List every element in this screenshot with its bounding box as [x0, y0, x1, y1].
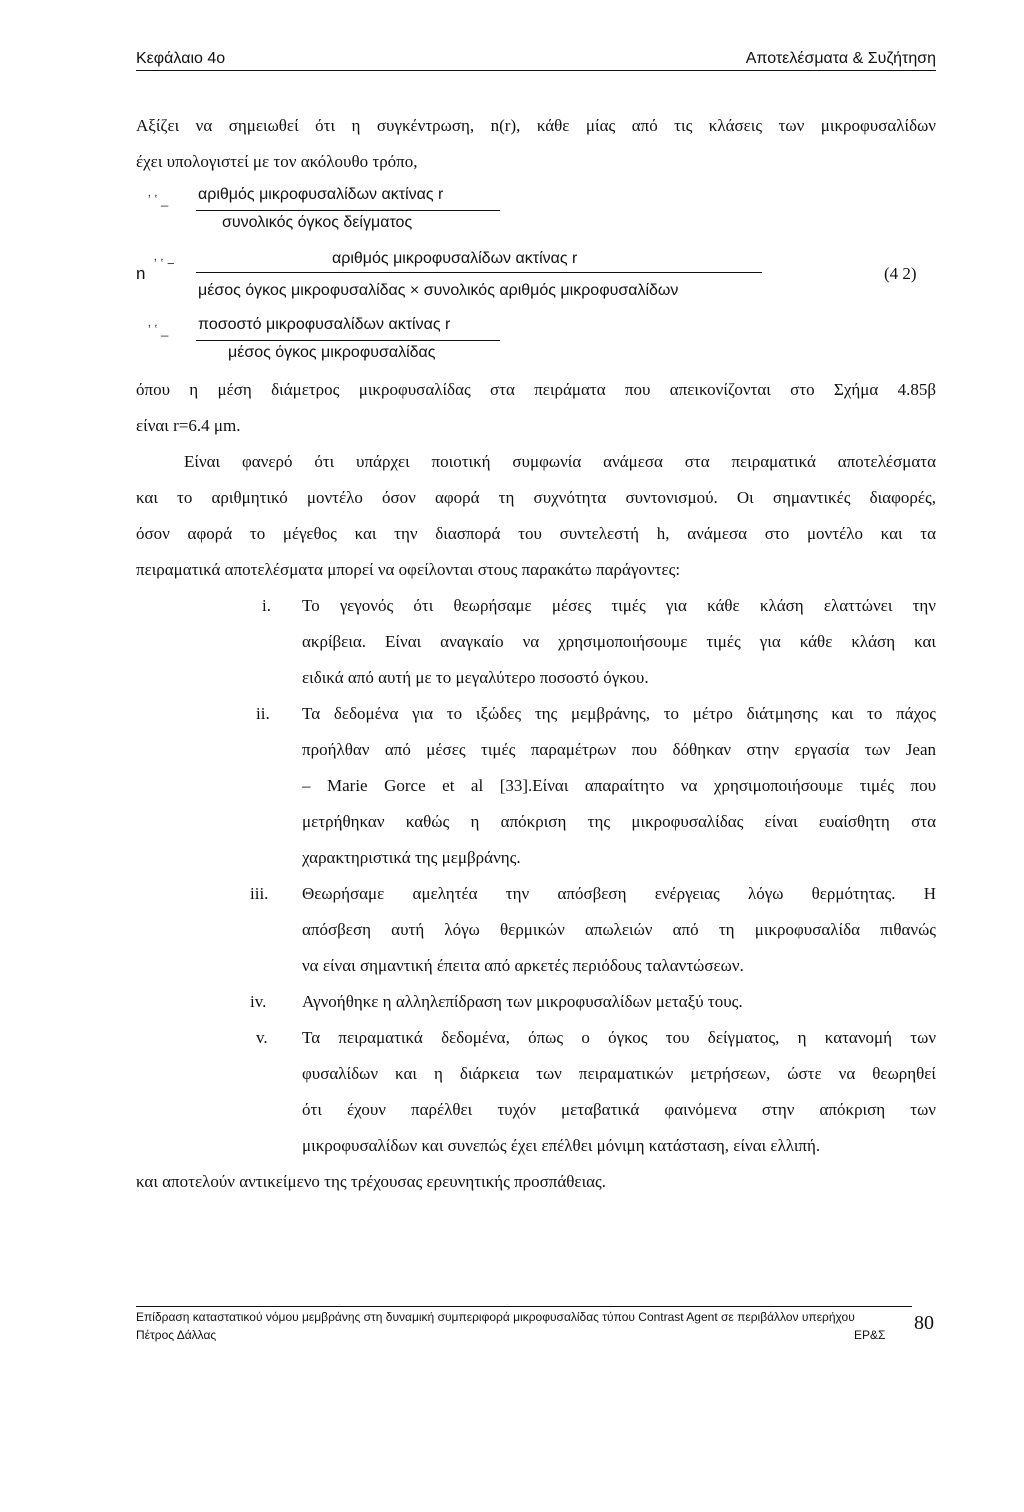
page-number: 80 [914, 1312, 934, 1334]
list-item-line: Θεωρήσαμε αμελητέα την απόσβεση ενέργειας λόγω θερμότητας. Η [302, 884, 936, 903]
list-item-line: Το γεγονός ότι θεωρήσαμε μέσες τιμές για κάθε κλάση ελαττώνει την [302, 596, 936, 615]
para2-line-2: και το αριθμητικό μοντέλο όσον αφορά τη συχνότητα συντονισμού. Οι σημαντικές διαφορές, [136, 488, 936, 507]
list-item-line: προήλθαν από μέσες τιμές παραμέτρων που δόθηκαν στην εργασία των Jean [302, 740, 936, 759]
para2-line-1: Είναι φανερό ότι υπάρχει ποιοτική συμφωνία ανάμεσα στα πειραματικά αποτελέσματα [184, 452, 936, 471]
eq-frac3-denominator: μέσος όγκος μικροφυσαλίδας [228, 344, 436, 361]
eq-frac1-bar [196, 210, 500, 211]
intro-line-1: Αξίζει να σημειωθεί ότι η συγκέντρωση, n(r), κάθε μίας από τις κλάσεις των μικροφυσαλίδων [136, 116, 936, 135]
eq-frac2-numerator: αριθμός μικροφυσαλίδων ακτίνας r [332, 250, 578, 267]
header-rule [136, 70, 936, 71]
list-item-line: ειδικά από αυτή με το μεγαλύτερο ποσοστό όγκου. [302, 668, 649, 687]
eq-prime-mark-2: ʼ ʽ − [154, 256, 175, 271]
list-item-line: μετρήθηκαν καθώς η απόκριση της μικροφυσαλίδας είναι ευαίσθητη στα [302, 812, 936, 831]
list-item-line: ότι έχουν παρέλθει τυχόν μεταβατικά φαινόμενα στην απόκριση των [302, 1100, 936, 1119]
list-item-number: iv. [250, 992, 267, 1011]
list-item-line: ακρίβεια. Είναι αναγκαίο να χρησιμοποιήσουμε τιμές για κάθε κλάση και [302, 632, 936, 651]
footer-author: Πέτρος Δάλλας [136, 1328, 217, 1342]
eq-frac3-numerator: ποσοστό μικροφυσαλίδων ακτίνας r [198, 316, 451, 333]
eq-frac2-denominator: μέσος όγκος μικροφυσαλίδας × συνολικός αριθμός μικροφυσαλίδων [198, 282, 679, 299]
eq-prime-mark-3: ʼ ʽ _ [148, 322, 169, 337]
list-item-line: χαρακτηριστικά της μεμβράνης. [302, 848, 521, 867]
list-item-number: ii. [256, 704, 270, 723]
list-item-number: v. [256, 1028, 268, 1047]
eq-frac1-denominator: συνολικός όγκος δείγματος [222, 214, 413, 231]
list-item-line: Τα πειραματικά δεδομένα, όπως ο όγκος του δείγματος, η κατανομή των [302, 1028, 936, 1047]
running-header-section: Αποτελέσματα & Συζήτηση [745, 50, 936, 67]
list-item-number: i. [262, 596, 271, 615]
after-eq-line-1: όπου η μέση διάμετρος μικροφυσαλίδας στα πειράματα που απεικονίζονται στο Σχήμα 4.85β [136, 380, 936, 399]
list-item-line: απόσβεση αυτή λόγω θερμικών απωλειών από τη μικροφυσαλίδα πιθανώς [302, 920, 936, 939]
running-header-chapter: Κεφάλαιο 4ο [136, 50, 226, 67]
eq-frac1-numerator: αριθμός μικροφυσαλίδων ακτίνας r [198, 186, 444, 203]
eq-prime-mark-1: ʼ ʽ _ [148, 192, 169, 207]
eq-number: (4 2) [884, 264, 917, 283]
list-item-line: να είναι σημαντική έπειτα από αρκετές περιόδους ταλαντώσεων. [302, 956, 744, 975]
list-item-line: μικροφυσαλίδων και συνεπώς έχει επέλθει μόνιμη κατάσταση, είναι ελλιπή. [302, 1136, 821, 1155]
intro-line-2: έχει υπολογιστεί με τον ακόλουθο τρόπο, [136, 152, 418, 171]
footer-rule [136, 1306, 912, 1307]
list-item-number: iii. [250, 884, 269, 903]
after-eq-line-2: είναι r=6.4 μm. [136, 416, 241, 435]
eq-frac2-bar [196, 272, 762, 273]
list-item-line: – Marie Gorce et al [33].Είναι απαραίτητο να χρησιμοποιήσουμε τιμές που [302, 776, 936, 795]
footer-title: Επίδραση καταστατικού νόμου μεμβράνης στη δυναμική συμπεριφορά μικροφυσαλίδας τύπου Contrast Agent σε περιβάλλον υπερήχου [136, 1310, 855, 1324]
eq-lhs-n: n [136, 264, 146, 283]
para2-line-4: πειραματικά αποτελέσματα μπορεί να οφείλονται στους παρακάτω παράγοντες: [136, 560, 681, 579]
list-item-line: φυσαλίδων και η διάρκεια των πειραματικών μετρήσεων, ώστε να θεωρηθεί [302, 1064, 936, 1083]
closing-line: και αποτελούν αντικείμενο της τρέχουσας ερευνητικής προσπάθειας. [136, 1172, 607, 1191]
footer-dept: ΕΡ&Σ [854, 1328, 886, 1342]
para2-line-3: όσον αφορά το μέγεθος και την διασπορά του συντελεστή h, ανάμεσα στο μοντέλο και τα [136, 524, 936, 543]
list-item-line: Αγνοήθηκε η αλληλεπίδραση των μικροφυσαλίδων μεταξύ τους. [302, 992, 743, 1011]
list-item-line: Τα δεδομένα για το ιξώδες της μεμβράνης, το μέτρο διάτμησης και το πάχος [302, 704, 936, 723]
eq-frac3-bar [196, 340, 500, 341]
